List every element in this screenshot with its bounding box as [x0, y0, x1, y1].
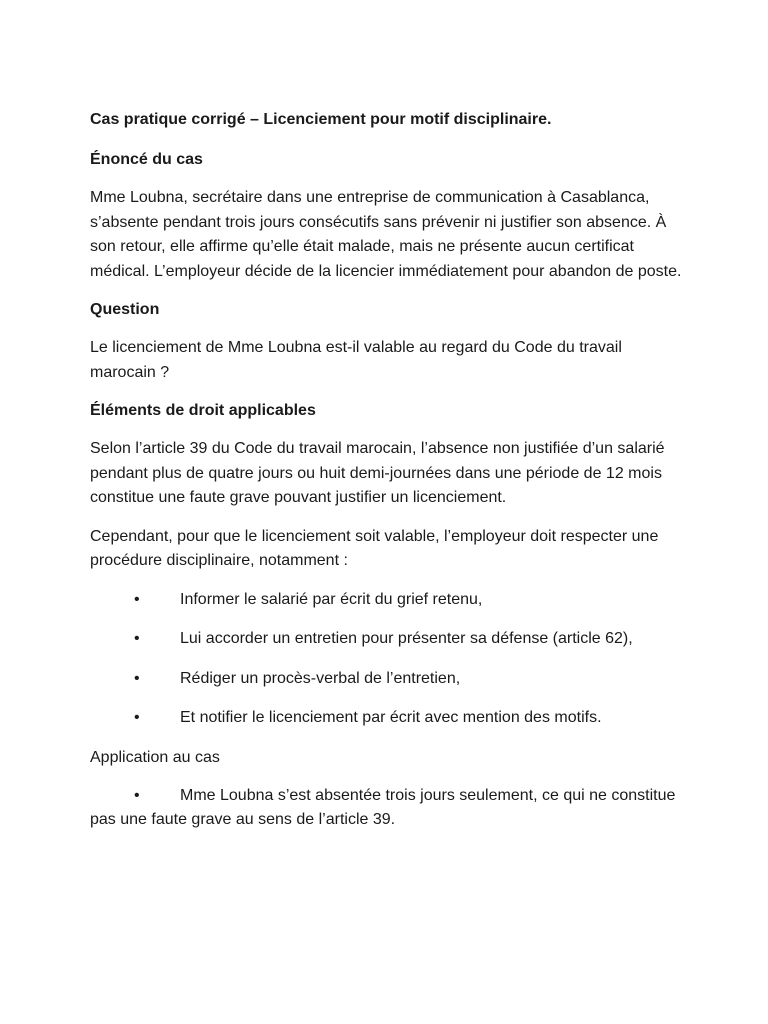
list-item [90, 667, 690, 692]
paragraph-question: Le licenciement de Mme Loubna est-il valable au regard du Code du travail marocain ? [90, 339, 622, 381]
bullet-marker: • [134, 630, 140, 647]
list-item-text: Lui accorder un entretien pour présenter sa défense (article 62), [180, 630, 633, 647]
list-item [90, 706, 690, 731]
heading-question: Question [90, 301, 160, 318]
bullet-marker: • [134, 590, 140, 608]
heading-elements-de-droit: Éléments de droit applicables [90, 402, 316, 419]
bullet-marker: • [134, 709, 140, 726]
list-item [90, 588, 690, 613]
list-item-text: Rédiger un procès-verbal de l’entretien, [180, 669, 461, 687]
document-title: Cas pratique corrigé – Licenciement pour motif disciplinaire. [90, 111, 552, 128]
list-item-text: Et notifier le licenciement par écrit avec mention des motifs. [180, 709, 602, 726]
list-item-text: Informer le salarié par écrit du grief retenu, [180, 590, 483, 608]
paragraph-procedure: Cependant, pour que le licenciement soit valable, l’employeur doit respecter une procédure disciplinaire, notamment : [90, 527, 659, 569]
bullet-marker: • [134, 786, 140, 804]
list-item [90, 784, 690, 833]
list-item [90, 627, 690, 652]
bullet-marker: • [134, 669, 140, 687]
heading-enonce: Énoncé du cas [90, 151, 203, 168]
paragraph-enonce: Mme Loubna, secrétaire dans une entreprise de communication à Casablanca, s’absente pendant trois jours consécutifs sans prévenir ni justifier son absence. À son retour, elle affirme qu’elle était malade, mais ne présente aucun certificat médical. L’employeur décide de la licencier immédiatement pour abandon de poste. [90, 189, 682, 280]
heading-application: Application au cas [90, 748, 220, 766]
document-page [90, 108, 690, 847]
paragraph-article-39: Selon l’article 39 du Code du travail marocain, l’absence non justifiée d’un salarié pendant plus de quatre jours ou huit demi-journées dans une période de 12 mois constitue une faute grave pouvant justifier un licenciement. [90, 440, 665, 506]
list-item-text: Mme Loubna s’est absentée trois jours seulement, ce qui ne constitue pas une faute grave au sens de l’article 39. [90, 786, 676, 828]
